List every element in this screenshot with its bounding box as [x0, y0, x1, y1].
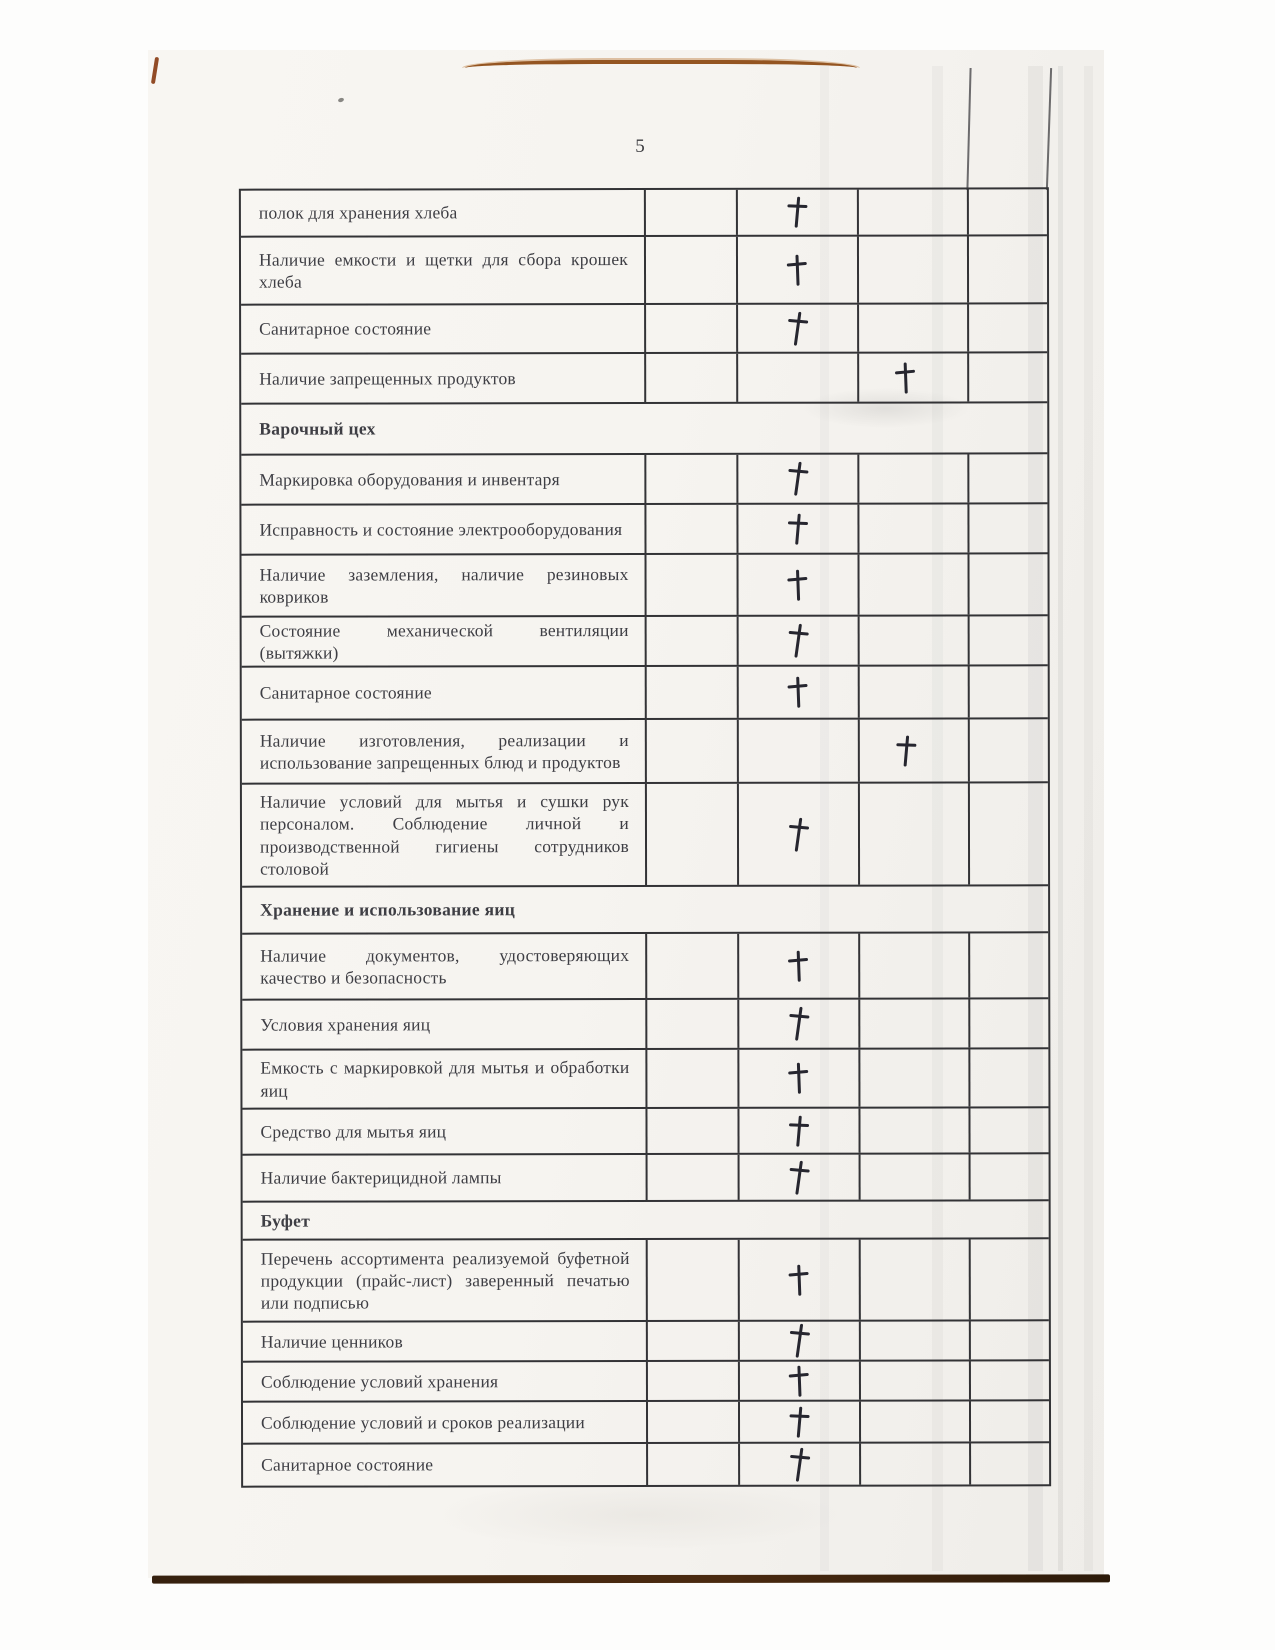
- check-cell: [644, 455, 736, 503]
- section-title: Варочный цех: [259, 418, 376, 439]
- check-cell: [736, 455, 857, 503]
- section-header-row: [242, 886, 1048, 934]
- table-row: [241, 454, 1047, 505]
- check-cell: [859, 1401, 969, 1441]
- check-cell: [738, 1362, 859, 1400]
- check-cell: [967, 504, 1047, 552]
- check-cell: [738, 1322, 859, 1360]
- section-header-row: [243, 1201, 1049, 1240]
- row-label: Условия хранения яиц: [260, 1014, 431, 1035]
- table-row: [243, 1401, 1049, 1444]
- check-cell: [968, 616, 1048, 664]
- table-row: [242, 1108, 1048, 1155]
- handwritten-check-mark: [797, 1365, 801, 1396]
- check-cell: [645, 1050, 737, 1107]
- check-cell: [646, 1155, 738, 1200]
- check-cell: [858, 616, 968, 664]
- check-cell: [969, 1361, 1049, 1399]
- row-label: Емкость с маркировкой для мытья и обработки яиц: [260, 1057, 630, 1101]
- table-row: [242, 666, 1048, 720]
- check-cell: [736, 354, 857, 402]
- book-bottom-edge: [152, 1574, 1110, 1583]
- handwritten-check-mark: [797, 950, 801, 981]
- check-cell: [644, 354, 736, 402]
- section-title: Хранение и использование яиц: [260, 899, 516, 920]
- check-cell: [858, 933, 968, 997]
- row-label: Наличие емкости и щетки для сбора крошек хлеба: [258, 248, 629, 292]
- check-cell: [857, 304, 967, 351]
- check-cell: [968, 1108, 1048, 1152]
- row-label: Перечень ассортимента реализуемой буфетной продукции (прайс-лист) заверенный печатью или подписью: [260, 1247, 630, 1313]
- row-label-cell: [243, 1322, 646, 1361]
- check-cell: [859, 1361, 969, 1399]
- check-cell: [857, 353, 967, 401]
- handwritten-check-mark: [796, 569, 800, 600]
- table-row: [242, 1049, 1048, 1109]
- check-cell: [857, 504, 967, 552]
- row-label-cell: [242, 720, 645, 783]
- table-row: [243, 1361, 1049, 1402]
- check-cell: [737, 720, 858, 782]
- check-cell: [967, 353, 1047, 401]
- row-label: Наличие бактерицидной лампы: [260, 1167, 502, 1189]
- row-label-cell: [242, 934, 645, 999]
- row-label: Санитарное состояние: [261, 1454, 434, 1476]
- check-cell: [969, 1154, 1049, 1199]
- table-row: [241, 304, 1047, 354]
- check-cell: [645, 617, 737, 665]
- check-cell: [968, 666, 1048, 717]
- check-cell: [969, 1239, 1049, 1319]
- handwritten-check-mark: [795, 1007, 803, 1041]
- row-label: Наличие изготовления, реализации и использование запрещенных блюд и продуктов: [259, 729, 629, 773]
- table-row: [242, 616, 1048, 667]
- check-cell: [644, 505, 736, 553]
- check-cell: [738, 1402, 859, 1442]
- row-label: полок для хранения хлеба: [258, 202, 458, 224]
- row-label: Наличие ценников: [260, 1331, 403, 1352]
- row-label-cell: [242, 1000, 645, 1049]
- check-cell: [859, 1239, 969, 1319]
- check-cell: [858, 999, 968, 1047]
- handwritten-check-mark: [795, 254, 799, 285]
- check-cell: [737, 1050, 858, 1107]
- row-label: Санитарное состояние: [259, 682, 432, 704]
- check-cell: [645, 784, 737, 885]
- table-row: [242, 999, 1048, 1050]
- handwritten-check-mark: [797, 1406, 803, 1437]
- section-title: Буфет: [260, 1210, 311, 1231]
- check-cell: [644, 190, 736, 235]
- check-cell: [968, 999, 1048, 1047]
- check-cell: [967, 304, 1047, 351]
- check-cell: [646, 1444, 738, 1485]
- page-number: 5: [635, 136, 645, 157]
- check-cell: [736, 190, 857, 235]
- table-row: [242, 554, 1048, 617]
- check-cell: [857, 236, 967, 302]
- row-label-cell: [242, 1109, 645, 1154]
- row-label: Соблюдение условий и сроков реализации: [261, 1412, 585, 1433]
- row-label-cell: [242, 784, 645, 886]
- check-cell: [645, 720, 737, 782]
- check-cell: [645, 1000, 737, 1048]
- check-cell: [967, 189, 1047, 234]
- table-row: [242, 783, 1048, 887]
- check-cell: [737, 667, 858, 718]
- check-cell: [736, 305, 857, 352]
- row-label: Соблюдение условий хранения: [260, 1371, 499, 1392]
- table-row: [241, 236, 1047, 305]
- check-cell: [967, 454, 1047, 502]
- handwritten-check-mark: [796, 677, 800, 708]
- check-cell: [644, 237, 736, 303]
- check-cell: [736, 505, 857, 553]
- row-label-cell: [241, 505, 644, 554]
- table-row: [243, 1154, 1049, 1202]
- row-label-cell: [241, 237, 644, 304]
- table-row: [243, 1239, 1049, 1322]
- book-top-edge: [465, 60, 857, 76]
- checklist-table: [239, 187, 1051, 1487]
- row-label: Маркировка оборудования и инвентаря: [259, 469, 560, 490]
- check-cell: [858, 1049, 968, 1106]
- handwritten-check-mark: [795, 513, 801, 544]
- check-cell: [738, 1240, 859, 1320]
- row-label-cell: [241, 190, 644, 236]
- row-label-cell: [243, 1362, 646, 1401]
- check-cell: [646, 1240, 738, 1320]
- check-cell: [645, 555, 737, 615]
- check-cell: [736, 237, 857, 303]
- check-cell: [738, 1444, 859, 1485]
- check-cell: [737, 1109, 858, 1153]
- check-cell: [737, 617, 858, 665]
- table-row: [241, 353, 1047, 404]
- section-header-row: [241, 403, 1047, 455]
- row-label: Исправность и состояние электрооборудования: [259, 519, 623, 540]
- row-label: Наличие условий для мытья и сушки рук персоналом. Соблюдение личной и производственной гигиены сотрудников столовой: [259, 791, 630, 879]
- row-label-cell: [242, 1050, 645, 1108]
- check-cell: [738, 1155, 859, 1200]
- check-cell: [737, 1000, 858, 1048]
- row-label: Средство для мытья яиц: [260, 1121, 447, 1142]
- check-cell: [645, 667, 737, 718]
- handwritten-check-mark: [794, 311, 802, 345]
- table-row: [241, 189, 1047, 237]
- check-cell: [858, 783, 968, 884]
- check-cell: [859, 1321, 969, 1359]
- check-cell: [857, 189, 967, 234]
- handwritten-check-mark: [903, 362, 907, 393]
- check-cell: [858, 1108, 968, 1152]
- check-cell: [858, 666, 968, 717]
- row-label-cell: [243, 1444, 646, 1486]
- table-row: [241, 504, 1047, 555]
- scan-smudge: [430, 1480, 850, 1550]
- handwritten-check-mark: [794, 624, 802, 658]
- check-cell: [968, 1049, 1048, 1106]
- row-label: Состояние механической вентиляции (вытяжки): [259, 619, 629, 663]
- check-cell: [737, 784, 858, 885]
- check-cell: [857, 454, 967, 502]
- row-label: Наличие запрещенных продуктов: [259, 368, 516, 389]
- check-cell: [968, 933, 1048, 997]
- row-label-cell: [242, 617, 645, 666]
- check-cell: [969, 1443, 1049, 1484]
- table-row: [242, 719, 1048, 784]
- table-row: [243, 1321, 1049, 1362]
- check-cell: [969, 1321, 1049, 1359]
- check-cell: [646, 1362, 738, 1400]
- handwritten-check-mark: [796, 1447, 804, 1481]
- check-cell: [969, 1401, 1049, 1441]
- check-cell: [645, 1109, 737, 1153]
- handwritten-check-mark: [903, 735, 909, 766]
- check-cell: [737, 555, 858, 615]
- check-cell: [968, 719, 1048, 781]
- check-cell: [646, 1322, 738, 1360]
- handwritten-check-mark: [797, 1264, 801, 1295]
- check-cell: [646, 1402, 738, 1442]
- scan-streak: [1084, 66, 1093, 1571]
- row-label-cell: [242, 667, 645, 719]
- check-cell: [737, 934, 858, 998]
- scan-streak: [1058, 66, 1063, 1571]
- row-label: Наличие заземления, наличие резиновых ковриков: [259, 563, 629, 607]
- handwritten-check-mark: [795, 197, 801, 228]
- check-cell: [968, 554, 1048, 614]
- check-cell: [644, 305, 736, 352]
- handwritten-check-mark: [794, 462, 802, 496]
- row-label-cell: [241, 455, 644, 504]
- check-cell: [645, 934, 737, 998]
- check-cell: [968, 783, 1048, 884]
- check-cell: [859, 1154, 969, 1199]
- row-label: Санитарное состояние: [259, 318, 432, 340]
- check-cell: [858, 719, 968, 781]
- row-label-cell: [241, 354, 644, 403]
- handwritten-check-mark: [795, 1160, 803, 1194]
- handwritten-check-mark: [796, 1324, 804, 1358]
- handwritten-check-mark: [797, 1063, 801, 1094]
- row-label-cell: [242, 555, 645, 616]
- row-label-cell: [243, 1155, 646, 1201]
- check-cell: [967, 236, 1047, 302]
- row-label-cell: [241, 305, 644, 353]
- row-label-cell: [243, 1402, 646, 1443]
- check-cell: [858, 554, 968, 614]
- handwritten-check-mark: [795, 817, 803, 851]
- table-row: [243, 1443, 1049, 1485]
- check-cell: [859, 1443, 969, 1484]
- row-label-cell: [243, 1240, 646, 1321]
- table-row: [242, 933, 1048, 1000]
- row-label: Наличие документов, удостоверяющих качество и безопасность: [260, 944, 630, 988]
- handwritten-check-mark: [796, 1115, 802, 1146]
